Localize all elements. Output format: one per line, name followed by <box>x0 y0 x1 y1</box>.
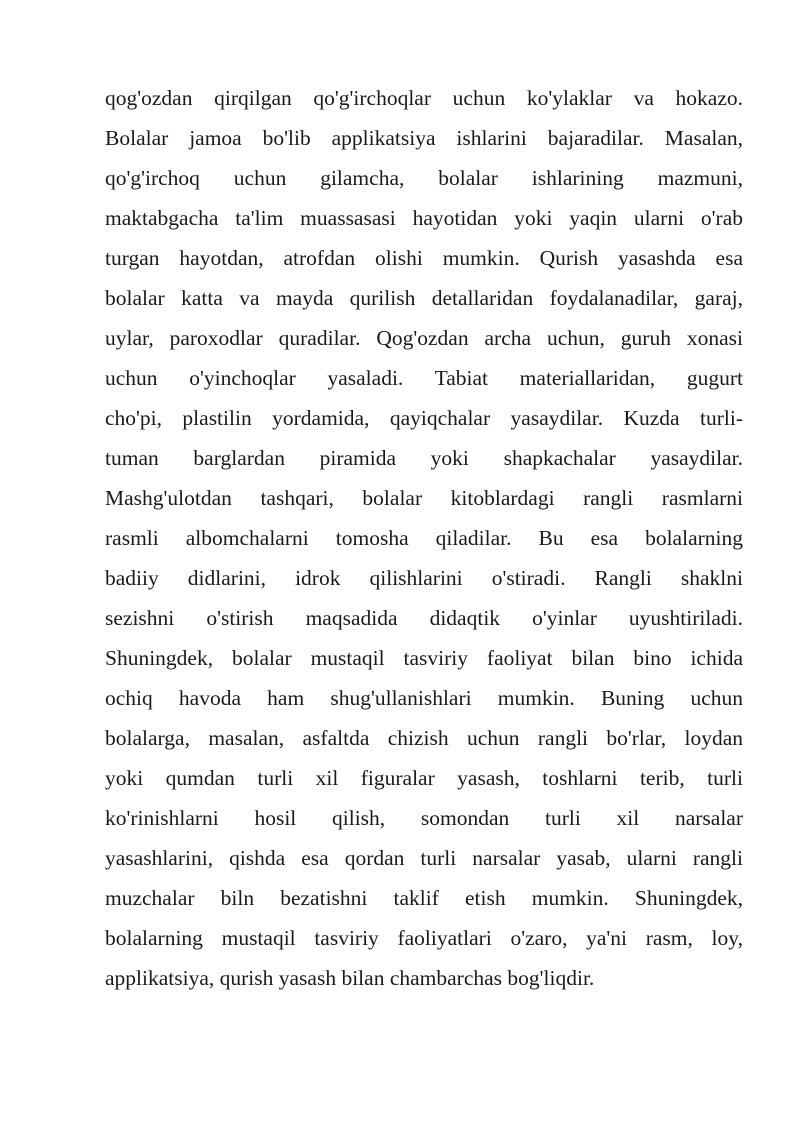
text-line: bolalar katta va mayda qurilish detallaridan foydalanadilar, garaj, <box>105 286 743 310</box>
text-line: Shuningdek, bolalar mustaqil tasviriy faoliyat bilan bino ichida <box>105 646 743 670</box>
text-line: maktabgacha ta'lim muassasasi hayotidan yoki yaqin ularni o'rab <box>105 206 743 230</box>
text-line: Mashg'ulotdan tashqari, bolalar kitoblardagi rangli rasmlarni <box>105 486 743 510</box>
text-line: badiiy didlarini, idrok qilishlarini o'stiradi. Rangli shaklni <box>105 566 743 590</box>
text-line: rasmli albomchalarni tomosha qiladilar. Bu esa bolalarning <box>105 526 743 550</box>
text-line: qog'ozdan qirqilgan qo'g'irchoqlar uchun ko'ylaklar va hokazo. <box>105 86 743 110</box>
text-line: yoki qumdan turli xil figuralar yasash, toshlarni terib, turli <box>105 766 743 790</box>
text-line: turgan hayotdan, atrofdan olishi mumkin. Qurish yasashda esa <box>105 246 743 270</box>
text-line: muzchalar biln bezatishni taklif etish mumkin. Shuningdek, <box>105 886 743 910</box>
text-line: yasashlarini, qishda esa qordan turli narsalar yasab, ularni rangli <box>105 846 743 870</box>
text-line: sezishni o'stirish maqsadida didaqtik o'yinlar uyushtiriladi. <box>105 606 743 630</box>
text-line: applikatsiya, qurish yasash bilan chambarchas bog'liqdir. <box>105 966 595 990</box>
body-paragraph <box>105 78 743 998</box>
text-line: uchun o'yinchoqlar yasaladi. Tabiat materiallaridan, gugurt <box>105 366 743 390</box>
text-line: tuman barglardan piramida yoki shapkachalar yasaydilar. <box>105 446 743 470</box>
text-line: uylar, paroxodlar quradilar. Qog'ozdan archa uchun, guruh xonasi <box>105 326 743 350</box>
text-line: cho'pi, plastilin yordamida, qayiqchalar yasaydilar. Kuzda turli- <box>105 406 743 430</box>
text-line: ko'rinishlarni hosil qilish, somondan turli xil narsalar <box>105 806 743 830</box>
text-line: ochiq havoda ham shug'ullanishlari mumkin. Buning uchun <box>105 686 743 710</box>
text-line: qo'g'irchoq uchun gilamcha, bolalar ishlarining mazmuni, <box>105 166 743 190</box>
text-line: bolalarga, masalan, asfaltda chizish uchun rangli bo'rlar, loydan <box>105 726 743 750</box>
text-line: bolalarning mustaqil tasviriy faoliyatlari o'zaro, ya'ni rasm, loy, <box>105 926 743 950</box>
text-line: Bolalar jamoa bo'lib applikatsiya ishlarini bajaradilar. Masalan, <box>105 126 743 150</box>
